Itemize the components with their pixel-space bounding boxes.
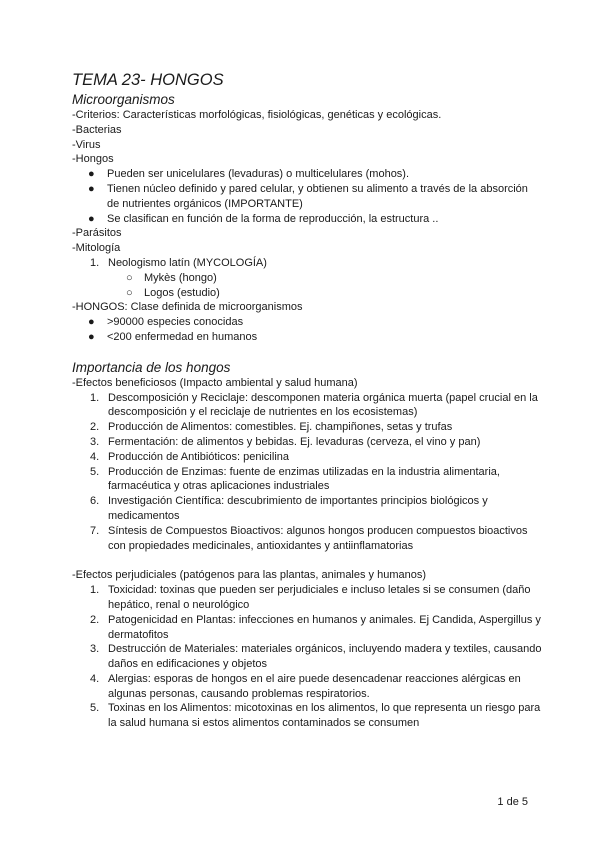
list-item: ● Pueden ser unicelulares (levaduras) o multicelulares (mohos). (88, 168, 410, 181)
list-item: 3. Fermentación: de alimentos y bebidas. Ej. levaduras (cerveza, el vino y pan) (90, 435, 481, 448)
list-item: 1. Toxicidad: toxinas que pueden ser perjudiciales e incluso letales si se consumen (daño hepático, renal o neurológico (90, 584, 531, 611)
list-item: 1. Descomposición y Reciclaje: descomponen materia orgánica muerta (papel crucial en la descomposición y el reciclaje de nutrientes en los ecosistemas) (90, 391, 538, 419)
list-item: 2. Producción de Alimentos: comestibles. Ej. champiñones, setas y trufas (90, 421, 453, 434)
criterios-line: -Criterios: Características morfológicas, fisiológicas, genéticas y ecológicas. (72, 109, 442, 121)
list-item: ● >90000 especies conocidas (88, 316, 244, 329)
hongos-line: -Hongos (72, 153, 114, 166)
hongos-definition-list (72, 315, 542, 345)
mitologia-sublist (72, 271, 542, 301)
harmful-effects-list (72, 583, 542, 731)
mitologia-line: -Mitología (72, 242, 121, 255)
list-item: 2. Patogenicidad en Plantas: infecciones en humanos y animales. Ej Candida, Aspergillus y dermatofitos (90, 613, 541, 641)
list-item: 6. Investigación Científica: descubrimiento de importantes principios biológicos y medicamentos (90, 495, 488, 522)
hongos-list (72, 167, 542, 226)
list-item: ● Se clasifican en función de la forma de reproducción, la estructura .. (88, 212, 439, 225)
list-item: 4. Producción de Antibióticos: penicilina (90, 450, 290, 463)
mitologia-list (72, 256, 542, 271)
virus-line: -Virus (72, 138, 101, 151)
spacer (72, 553, 542, 568)
list-item: 5. Producción de Enzimas: fuente de enzimas utilizadas en la industria alimentaria, farmacéutica y otras aplicaciones industriales (90, 465, 500, 493)
beneficial-effects-list (72, 391, 542, 554)
section-heading-importancia: Importancia de los hongos (72, 359, 231, 375)
document-page (72, 70, 542, 731)
beneficial-effects-title: -Efectos beneficiosos (Impacto ambiental y salud humana) (72, 376, 358, 389)
list-item: 5. Toxinas en los Alimentos: micotoxinas en los alimentos, lo que representa un riesgo para la salud humana si estos alimentos contaminados se consumen (90, 702, 541, 730)
hongos-definition-line: -HONGOS: Clase definida de microorganismos (72, 301, 303, 314)
list-item: 1. Neologismo latín (MYCOLOGÍA) (90, 256, 267, 269)
spacer (72, 345, 542, 359)
page-title: TEMA 23- HONGOS (72, 71, 224, 89)
parasitos-line: -Parásitos (72, 227, 122, 240)
list-item: ● <200 enfermedad en humanos (88, 330, 258, 343)
list-item: 7. Síntesis de Compuestos Bioactivos: algunos hongos producen compuestos bioactivos con propiedades medicinales, antioxidantes y antiinflamatorias (90, 524, 528, 552)
section-heading-microorganismos: Microorganismos (72, 92, 175, 107)
bacterias-line: -Bacterias (72, 123, 122, 136)
list-item: ○ Mykès (hongo) (126, 271, 217, 284)
list-item: ○ Logos (estudio) (126, 286, 220, 299)
harmful-effects-title: -Efectos perjudiciales (patógenos para las plantas, animales y humanos) (72, 569, 427, 582)
list-item: 3. Destrucción de Materiales: materiales orgánicos, incluyendo madera y textiles, causando daños en edificaciones y objetos (90, 643, 542, 671)
list-item: 4. Alergias: esporas de hongos en el aire puede desencadenar reacciones alérgicas en algunas personas, causando problemas respiratorios. (90, 672, 521, 700)
page-number: 1 de 5 (497, 796, 528, 808)
list-item: ● Tienen núcleo definido y pared celular, y obtienen su alimento a través de la absorción de nutrientes orgánicos (IMPORTANTE) (88, 182, 528, 210)
